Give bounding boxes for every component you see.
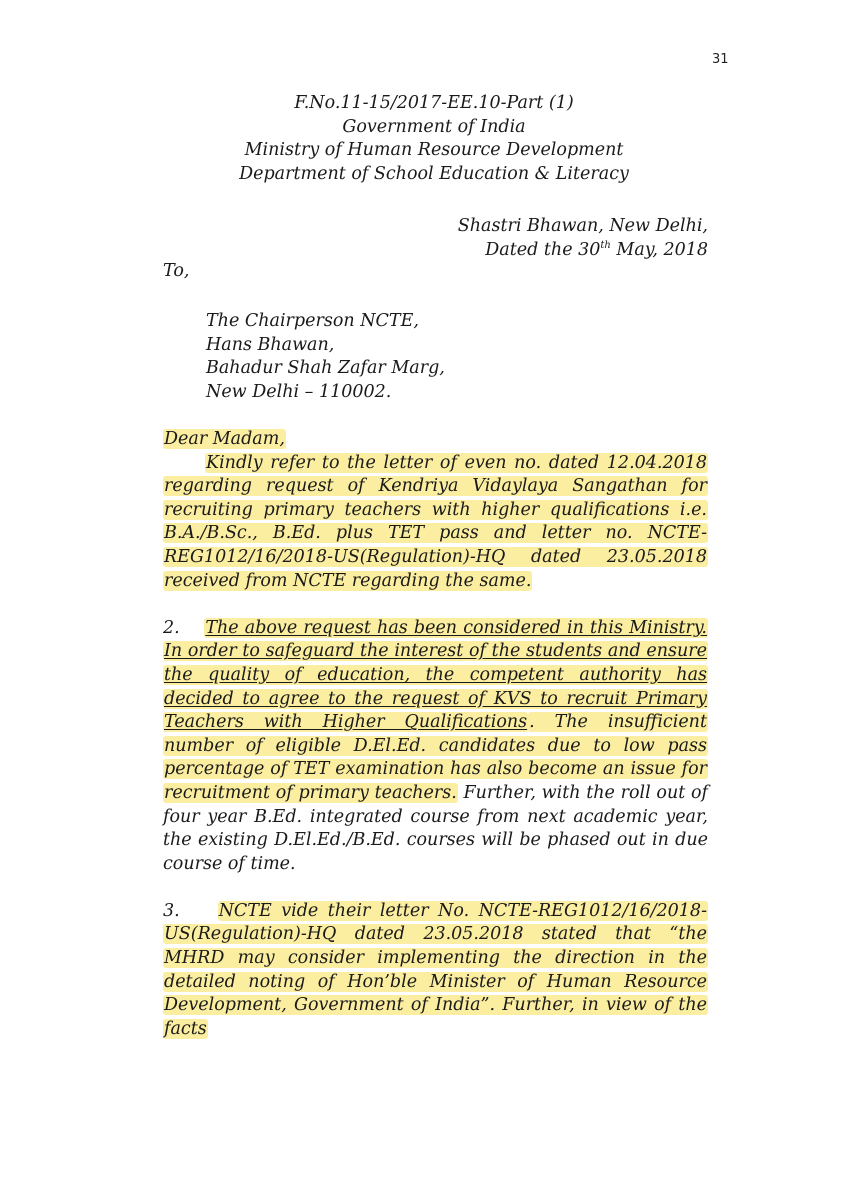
paragraph-2-number: 2. (163, 617, 180, 638)
paragraph-2-underlined: The above request has been considered in this Ministry. In order to safeguard the interest of the students and ensure the quality of education, the competent authority has decided to agree to the request of KVS to recruit Primary Teachers with Higher Qualifications (164, 617, 707, 733)
paragraph-2-plain: Further, with the roll out of four year B.Ed. integrated course from next academic year, the existing D.El.Ed./B.Ed. courses will be phased out in due course of time. (163, 782, 708, 874)
address-line-2: Hans Bhawan, (206, 334, 335, 355)
salutation (163, 428, 708, 452)
date-prefix: Dated the 30 (485, 239, 601, 260)
date-line (458, 239, 708, 263)
date-superscript: th (600, 239, 611, 251)
letter-body (163, 428, 708, 1041)
paragraph-1-text: Kindly refer to the letter of even no. dated 12.04.2018 regarding request of Kendriya Vidaylaya Sangathan for recruiting primary teachers with higher qualifications i.e. B.A./B.Sc., B.Ed. plus TET pass and letter no. NCTE-REG1012/16/2018-US(Regulation)-HQ dated 23.05.2018 received from NCTE regarding the same. (164, 452, 707, 591)
paragraph-2 (163, 617, 708, 877)
to-label: To, (163, 261, 190, 281)
address-line-1: The Chairperson NCTE, (206, 311, 419, 331)
file-number: F.No.11-15/2017-EE.10-Part (1) (294, 93, 574, 113)
recipient-address (206, 310, 445, 404)
letter-header (0, 92, 848, 186)
department-line: Department of School Education & Literacy (239, 163, 629, 184)
paragraph-3-text: NCTE vide their letter No. NCTE-REG1012/16/2018-US(Regulation)-HQ dated 23.05.2018 stated that “the MHRD may consider implementing the direction in the detailed noting of Hon’ble Minister of Human Resource Development, Government of India”. Further, in view of the facts (164, 900, 707, 1039)
government-line: Government of India (342, 116, 526, 137)
address-line-3: Bahadur Shah Zafar Marg, (206, 358, 445, 378)
paragraph-2-highlighted: . The insufficient number of eligible D.El.Ed. candidates due to low pass percentage of TET examination has also become an issue for recruitment of primary teachers. (164, 712, 707, 803)
paragraph-3-number: 3. (163, 900, 180, 921)
page-number: 31 (712, 52, 729, 67)
place-and-date (458, 215, 708, 262)
paragraph-1 (163, 452, 708, 594)
paragraph-3 (163, 900, 708, 1042)
salutation-text: Dear Madam, (164, 429, 285, 449)
ministry-line: Ministry of Human Resource Development (244, 140, 624, 160)
address-line-4: New Delhi – 110002. (206, 381, 392, 402)
date-suffix: May, 2018 (610, 239, 708, 260)
location-line: Shastri Bhawan, New Delhi, (457, 216, 708, 236)
